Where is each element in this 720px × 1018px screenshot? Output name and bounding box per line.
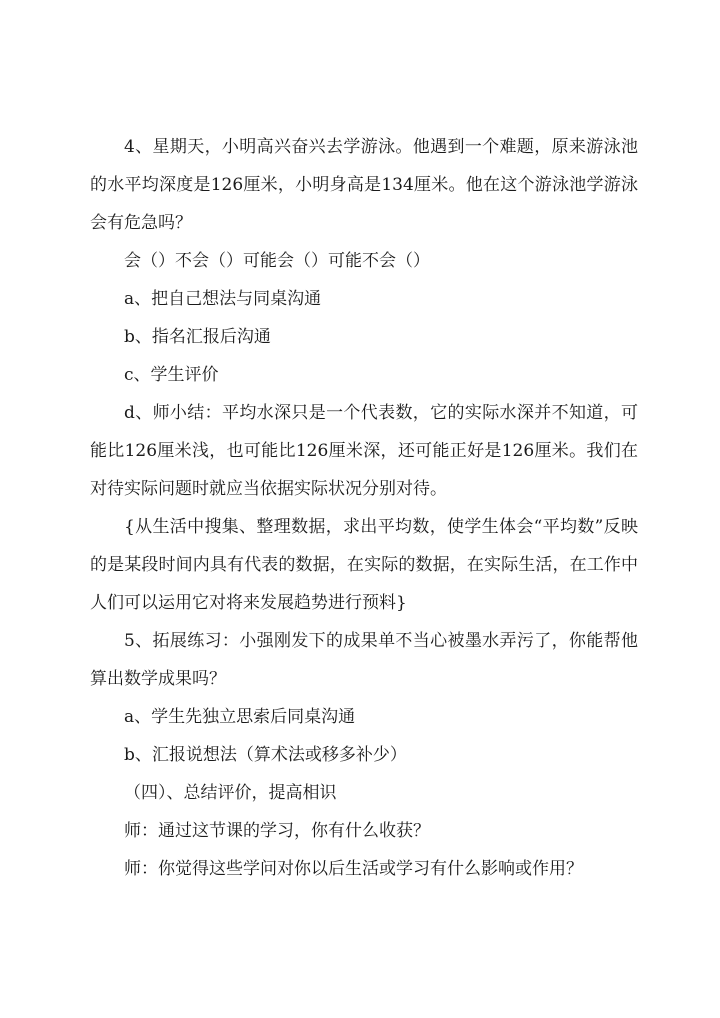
paragraph-step-c: c、学生评价 (124, 365, 219, 385)
paragraph-extension-exercise: 5、拓展练习：小强刚发下的成果单不当心被墨水弄污了，你能帮他算出数学成果吗？ (90, 631, 638, 689)
paragraph-answer-options: 会（）不会（）可能会（）可能不会（） (124, 251, 430, 271)
paragraph-step-d-summary: d、师小结：平均水深只是一个代表数，它的实际水深并不知道，可能比126厘米浅，也可能比126厘米深，还可能正好是126厘米。我们在对待实际问题时就应当依据实际状况分别对待。 (90, 403, 638, 499)
paragraph-step-b: b、指名汇报后沟通 (124, 327, 271, 347)
paragraph-design-note: {从生活中搜集、整理数据，求出平均数，使学生体会“平均数”反映的是某段时间内具有代表的数据，在实际的数据，在实际生活，在工作中人们可以运用它对将来发展趋势进行预料} (90, 517, 638, 613)
paragraph-teacher-question-2: 师：你觉得这些学问对你以后生活或学习有什么影响或作用？ (124, 859, 583, 879)
paragraph-exercise-step-b: b、汇报说想法（算术法或移多补少） (124, 745, 407, 765)
section-heading-summary: （四）、总结评价，提高相识 (124, 783, 337, 803)
paragraph-step-a: a、把自己想法与同桌沟通 (124, 289, 322, 309)
paragraph-exercise-step-a: a、学生先独立思索后同桌沟通 (124, 707, 356, 727)
paragraph-question-4: 4、星期天，小明高兴奋兴去学游泳。他遇到一个难题，原来游泳池的水平均深度是126厘米，小明身高是134厘米。他在这个游泳池学游泳会有危急吗？ (90, 137, 638, 233)
document-body (90, 128, 638, 888)
paragraph-teacher-question-1: 师：通过这节课的学习，你有什么收获？ (124, 821, 430, 841)
